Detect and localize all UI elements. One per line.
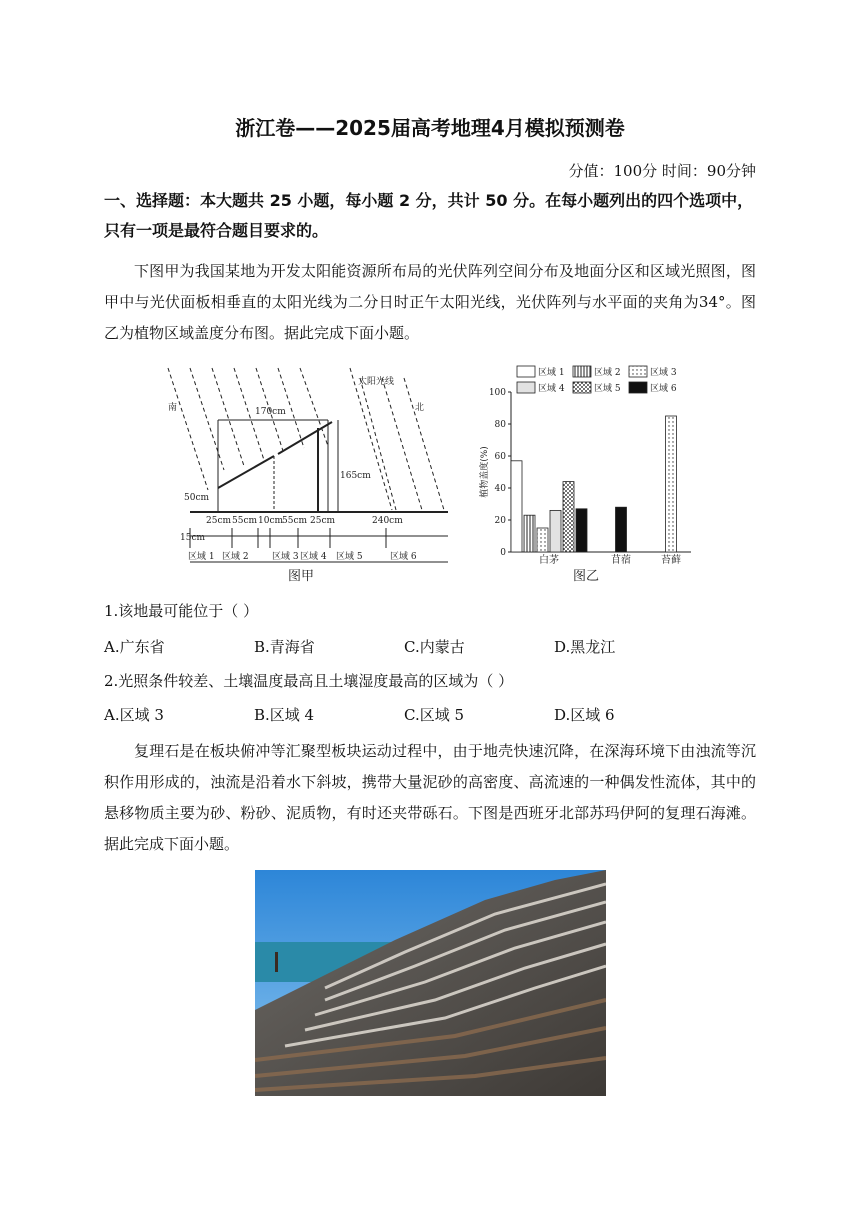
q1-option-a[interactable]: A.广东省 — [104, 638, 165, 656]
bar-区域6-苜蓿 — [616, 507, 627, 552]
y-tick-label: 100 — [488, 388, 506, 398]
seg-label: 55cm — [232, 516, 258, 526]
q2-option-a[interactable]: A.区域 3 — [104, 706, 164, 724]
legend-swatch — [573, 366, 591, 377]
q2-option-b[interactable]: B.区域 4 — [254, 706, 315, 724]
zone-label: 区域 6 — [390, 552, 417, 562]
label-165cm: 165cm — [340, 471, 371, 481]
seg-label: 10cm — [258, 516, 284, 526]
label-south: 南 — [168, 403, 178, 413]
y-tick-label: 40 — [494, 484, 506, 494]
q1-option-b[interactable]: B.青海省 — [254, 638, 315, 656]
figure-b-caption: 图乙 — [573, 569, 600, 584]
question-1-stem: 1.该地最可能位于（ ） — [104, 602, 259, 620]
x-category-label: 白茅 — [539, 555, 559, 566]
q1-option-d[interactable]: D.黑龙江 — [554, 638, 616, 656]
label-sun-rays: 太阳光线 — [358, 377, 395, 387]
bar-区域4-白茅 — [550, 510, 561, 552]
legend-label: 区域 4 — [538, 384, 565, 394]
question-2-stem: 2.光照条件较差、土壤温度最高且土壤湿度最高的区域为（ ） — [104, 672, 514, 690]
legend-label: 区域 1 — [538, 368, 565, 378]
legend-label: 区域 6 — [650, 384, 677, 394]
page-title: 浙江卷——2025届高考地理4月模拟预测卷 — [235, 116, 625, 140]
zone-label: 区域 4 — [300, 552, 327, 562]
q2-option-d[interactable]: D.区域 6 — [554, 706, 615, 724]
legend-label: 区域 2 — [594, 368, 621, 378]
bar-区域1-白茅 — [511, 461, 522, 552]
seg-label: 240cm — [372, 516, 403, 526]
legend-swatch — [517, 382, 535, 393]
figure-b-chart — [475, 360, 705, 585]
zone-label: 区域 2 — [222, 552, 249, 562]
zone-label: 区域 5 — [336, 552, 363, 562]
y-tick-label: 80 — [494, 420, 506, 430]
q1-option-c[interactable]: C.内蒙古 — [404, 638, 465, 656]
y-tick-label: 20 — [494, 516, 506, 526]
passage-1: 下图甲为我国某地为开发太阳能资源所布局的光伏阵列空间分布及地面分区和区域光照图，图甲中与光伏面板相垂直的太阳光线为二分日时正午太阳光线，光伏阵列与水平面的夹角为34°。图乙为植物区域盖度分布图。据此完成下面小题。 — [104, 262, 756, 342]
legend-label: 区域 5 — [594, 384, 621, 394]
x-category-label: 苜蓿 — [611, 555, 631, 566]
bar-区域2-白茅 — [524, 515, 535, 552]
bar-区域6-白茅 — [576, 509, 587, 552]
figure-a-caption: 图甲 — [288, 569, 315, 584]
legend-swatch — [573, 382, 591, 393]
label-170cm: 170cm — [255, 407, 286, 417]
y-tick-label: 0 — [500, 548, 506, 558]
legend-label: 区域 3 — [650, 368, 677, 378]
bar-区域5-白茅 — [563, 482, 574, 552]
label-50cm: 50cm — [184, 493, 210, 503]
seg-label: 25cm — [310, 516, 336, 526]
legend-swatch — [517, 366, 535, 377]
x-category-label: 苔藓 — [661, 555, 681, 566]
passage-2: 复理石是在板块俯冲等汇聚型板块运动过程中，由于地壳快速沉降，在深海环境下由浊流等沉积作用形成的，浊流是沿着水下斜坡，携带大量泥砂的高密度、高流速的一种偶发性流体，其中的悬移物质主要为砂、粉砂、泥质物，有时还夹带砾石。下图是西班牙北部苏玛伊阿的复理石海滩。据此完成下面小题。 — [104, 742, 756, 853]
label-north: 北 — [415, 403, 425, 413]
figure-a-diagram — [160, 360, 460, 585]
score-line: 分值：100分 时间：90分钟 — [568, 162, 756, 180]
legend-swatch — [629, 366, 647, 377]
section-heading: 一、选择题：本大题共 25 小题，每小题 2 分，共计 50 分。在每小题列出的四个选项中，只有一项是最符合题目要求的。 — [104, 191, 754, 240]
legend-swatch — [629, 382, 647, 393]
seg-label: 55cm — [282, 516, 308, 526]
bar-区域3-白茅 — [537, 528, 548, 552]
zone-label: 区域 1 — [188, 552, 215, 562]
zone-label: 区域 3 — [272, 552, 299, 562]
y-tick-label: 60 — [494, 452, 506, 462]
y-axis-label: 植物盖度(%) — [480, 446, 490, 498]
bar-区域3-苔藓 — [666, 416, 677, 552]
q2-option-c[interactable]: C.区域 5 — [404, 706, 465, 724]
flysch-beach-photo — [255, 870, 606, 1096]
seg-label: 25cm — [206, 516, 232, 526]
label-15cm: 15cm — [180, 533, 206, 543]
